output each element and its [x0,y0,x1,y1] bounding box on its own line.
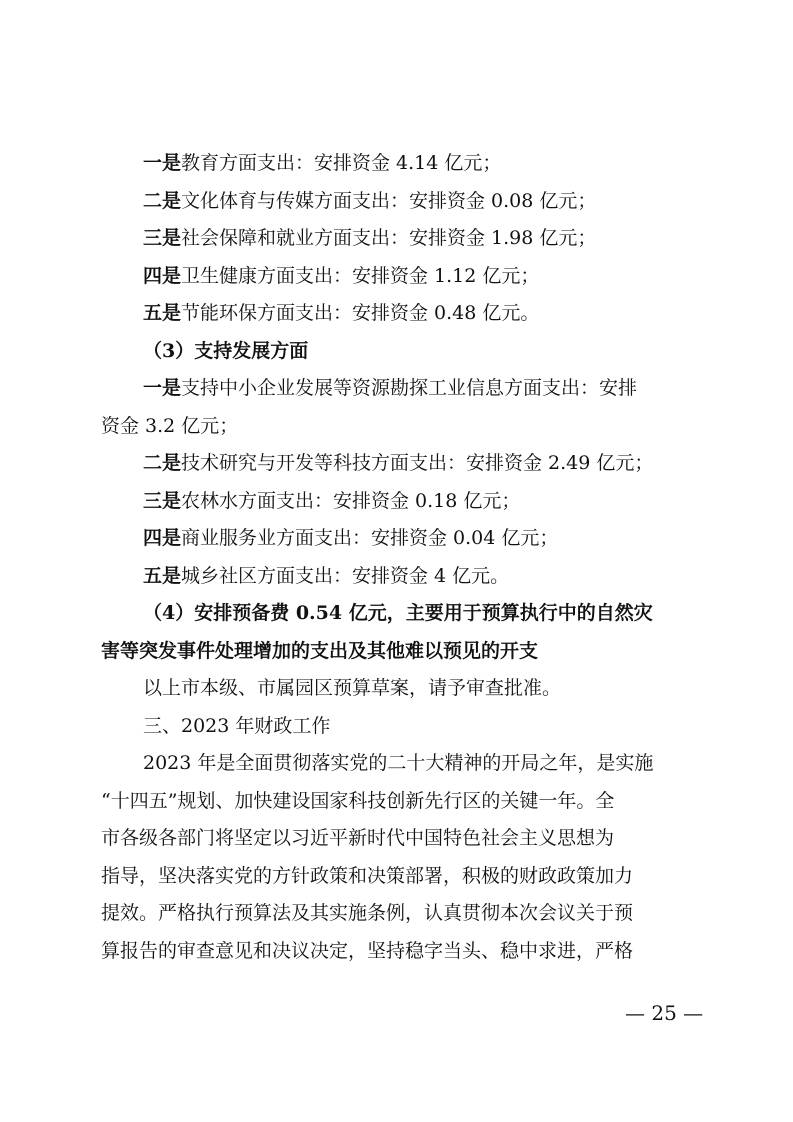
list-item: 五是城乡社区方面支出：安排资金 4 亿元。 [143,564,510,587]
list-item-continuation: 资金 3.2 亿元； [101,414,239,437]
list-item: 三是社会保障和就业方面支出：安排资金 1.98 亿元； [143,227,597,249]
paragraph-line: “十四五”规划、加快建设国家科技创新先行区的关键一年。全 [101,789,615,812]
list-item: 一是教育方面支出：安排资金 4.14 亿元； [143,152,502,174]
section-heading: （3）支持发展方面 [143,339,309,362]
section-heading: （4）安排预备费 0.54 亿元，主要用于预算执行中的自然灾 [143,602,653,624]
body-text [101,145,696,970]
list-item: 三是农林水方面支出：安排资金 0.18 亿元； [143,489,521,512]
paragraph-line: 2023 年是全面贯彻落实党的二十大精神的开局之年，是实施 [143,752,654,774]
list-item: 四是商业服务业方面支出：安排资金 0.04 亿元； [143,527,559,549]
closing-sentence: 以上市本级、市属园区预算草案，请予审查批准。 [143,677,562,699]
page-number: — 25 — [625,1001,704,1025]
section-heading-continuation: 害等突发事件处理增加的支出及其他难以预见的开支 [101,639,539,662]
paragraph-line: 指导，坚决落实党的方针政策和决策部署，积极的财政政策加力 [101,864,634,887]
list-item: 二是文化体育与传媒方面支出：安排资金 0.08 亿元； [143,189,597,212]
list-item: 五是节能环保方面支出：安排资金 0.48 亿元。 [143,302,540,324]
list-item: 二是技术研究与开发等科技方面支出：安排资金 2.49 亿元； [143,452,654,474]
paragraph-line: 提效。严格执行预算法及其实施条例，认真贯彻本次会议关于预 [101,902,634,924]
part-heading: 三、2023 年财政工作 [143,714,331,737]
paragraph-line: 算报告的审查意见和决议决定，坚持稳字当头、稳中求进，严格 [101,939,634,962]
list-item: 一是支持中小企业发展等资源勘探工业信息方面支出：安排 [143,377,638,399]
paragraph-line: 市各级各部门将坚定以习近平新时代中国特色社会主义思想为 [101,827,615,849]
list-item: 四是卫生健康方面支出：安排资金 1.12 亿元； [143,264,540,287]
